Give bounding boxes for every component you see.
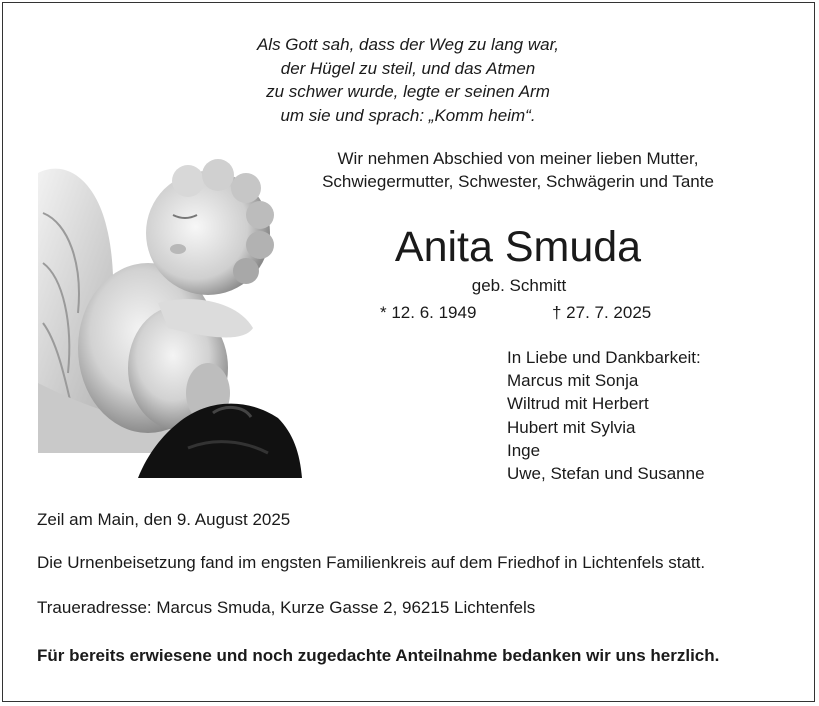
death-date: † 27. 7. 2025 [552,303,652,322]
place-and-date: Zeil am Main, den 9. August 2025 [37,510,291,529]
maiden-name: geb. Schmitt [471,276,567,295]
poem-line: um sie und sprach: „Komm heim“. [280,105,536,125]
poem [208,33,608,127]
mourner-name: Hubert mit Sylvia [507,417,636,437]
mourners-list [507,346,705,485]
sleeping-cherub-image [38,153,302,478]
mourner-name: Wiltrud mit Herbert [507,394,649,414]
mourner-name: Inge [507,440,541,460]
deceased-name: Anita Smuda [394,223,642,271]
poem-line: Als Gott sah, dass der Weg zu lang war, [256,35,560,54]
poem-line: der Hügel zu steil, und das Atmen [280,58,536,78]
mourning-address: Traueradresse: Marcus Smuda, Kurze Gasse 2, 96215 Lichtenfels [37,598,536,617]
intro-line: Schwiegermutter, Schwester, Schwägerin und Tante [322,172,714,191]
birth-date: * 12. 6. 1949 [380,303,477,322]
mourners-heading: In Liebe und Dankbarkeit: [507,348,701,367]
burial-note: Die Urnenbeisetzung fand im engsten Familienkreis auf dem Friedhof in Lichtenfels statt. [37,553,706,572]
farewell-intro [290,147,746,193]
intro-line: Wir nehmen Abschied von meiner lieben Mutter, [337,149,699,168]
mourner-name: Uwe, Stefan und Susanne [507,464,705,484]
thanks-note: Für bereits erwiesene und noch zugedachte Anteilnahme bedanken wir uns herzlich. [37,646,720,665]
mourner-name: Marcus mit Sonja [507,371,639,391]
poem-line: zu schwer wurde, legte er seinen Arm [266,82,550,101]
